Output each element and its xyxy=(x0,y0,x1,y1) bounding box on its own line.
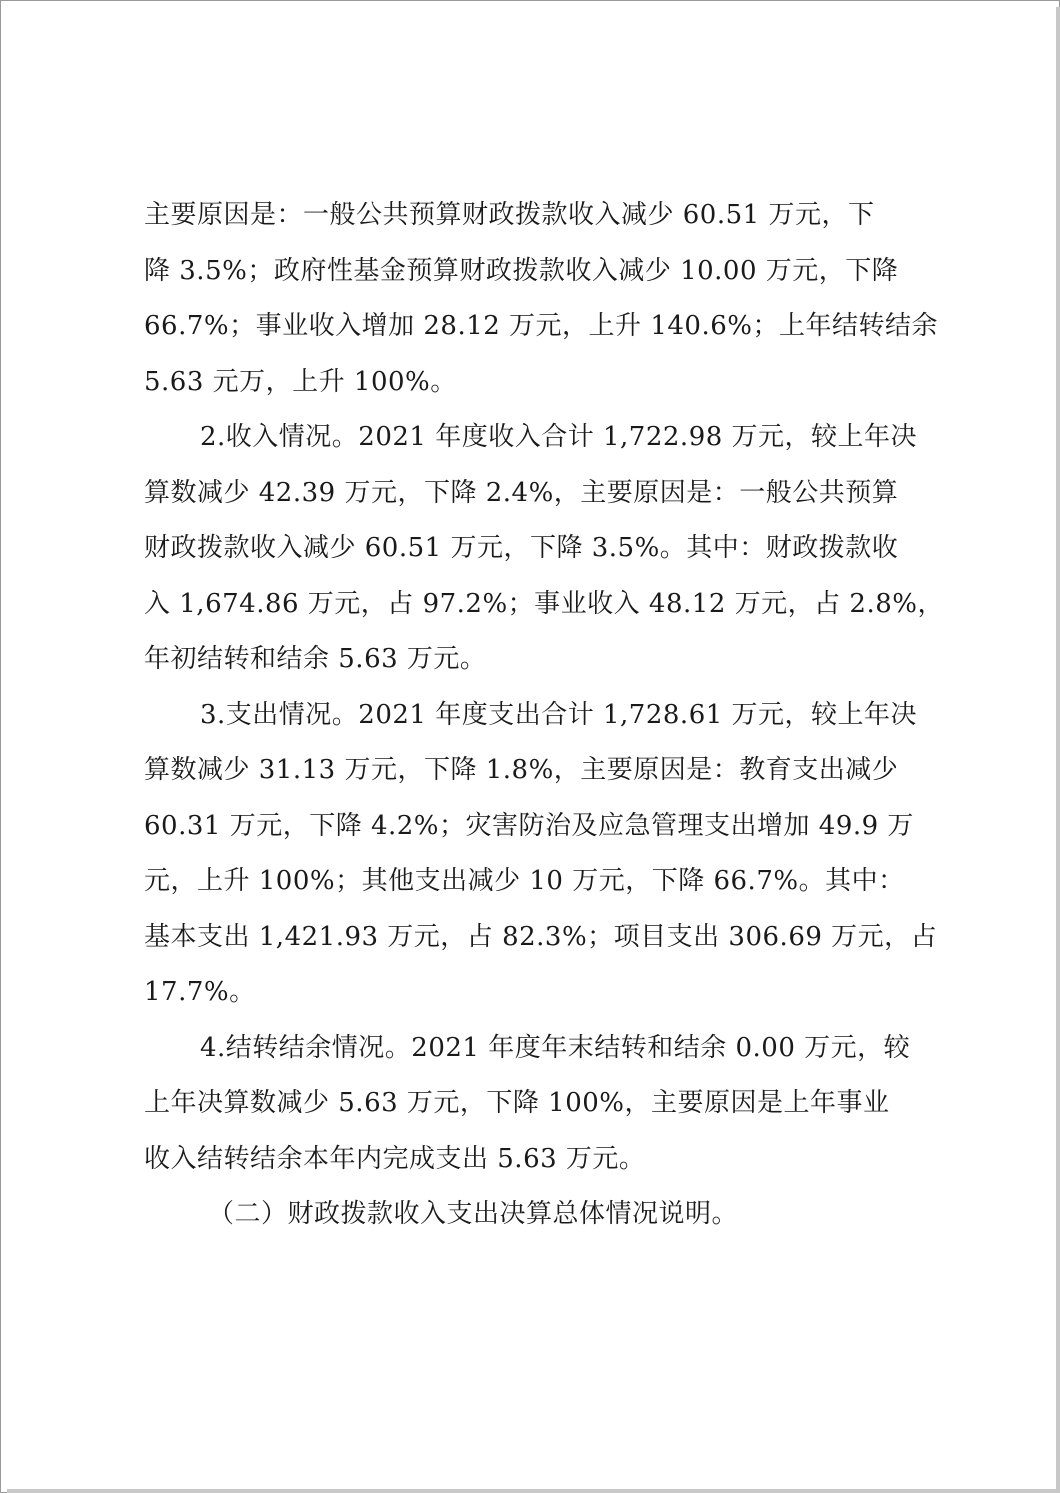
page-shadow-right xyxy=(1056,7,1060,1493)
text-line-1: 主要原因是：一般公共预算财政拨款收入减少 60.51 万元，下 xyxy=(144,200,875,230)
text-line-6: 算数减少 42.39 万元，下降 2.4%，主要原因是：一般公共预算 xyxy=(144,477,899,508)
text-line-18: 收入结转结余本年内完成支出 5.63 万元。 xyxy=(144,1143,646,1174)
text-line-12: 60.31 万元，下降 4.2%；灾害防治及应急管理支出增加 49.9 万 xyxy=(144,810,914,841)
text-line-16: 4.结转结余情况。2021 年度年末结转和结余 0.00 万元，较 xyxy=(200,1032,911,1063)
text-line-7: 财政拨款收入减少 60.51 万元，下降 3.5%。其中：财政拨款收 xyxy=(144,533,899,563)
text-line-5: 2.收入情况。2021 年度收入合计 1,722.98 万元，较上年决 xyxy=(200,422,918,452)
text-line-9: 年初结转和结余 5.63 万元。 xyxy=(144,644,487,674)
text-line-3: 66.7%；事业收入增加 28.12 万元，上升 140.6%；上年结转结余 xyxy=(144,311,938,341)
section-heading: （二）财政拨款收入支出决算总体情况说明。 xyxy=(208,1199,739,1229)
text-line-8: 入 1,674.86 万元，占 97.2%；事业收入 48.12 万元，占 2.8%， xyxy=(144,588,944,619)
text-line-13: 元，上升 100%；其他支出减少 10 万元，下降 66.7%。其中： xyxy=(144,866,905,896)
text-line-17: 上年决算数减少 5.63 万元，下降 100%，主要原因是上年事业 xyxy=(144,1088,890,1118)
text-line-15: 17.7%。 xyxy=(144,977,256,1007)
text-line-14: 基本支出 1,421.93 万元，占 82.3%；项目支出 306.69 万元，占 xyxy=(144,921,938,952)
text-line-4: 5.63 元万，上升 100%。 xyxy=(144,366,457,397)
text-line-11: 算数减少 31.13 万元，下降 1.8%，主要原因是：教育支出减少 xyxy=(144,755,899,785)
page-shadow-bottom xyxy=(7,1489,1060,1493)
text-line-2: 降 3.5%；政府性基金预算财政拨款收入减少 10.00 万元，下降 xyxy=(144,255,899,286)
text-line-10: 3.支出情况。2021 年度支出合计 1,728.61 万元，较上年决 xyxy=(200,699,918,730)
document-body xyxy=(144,188,944,1243)
